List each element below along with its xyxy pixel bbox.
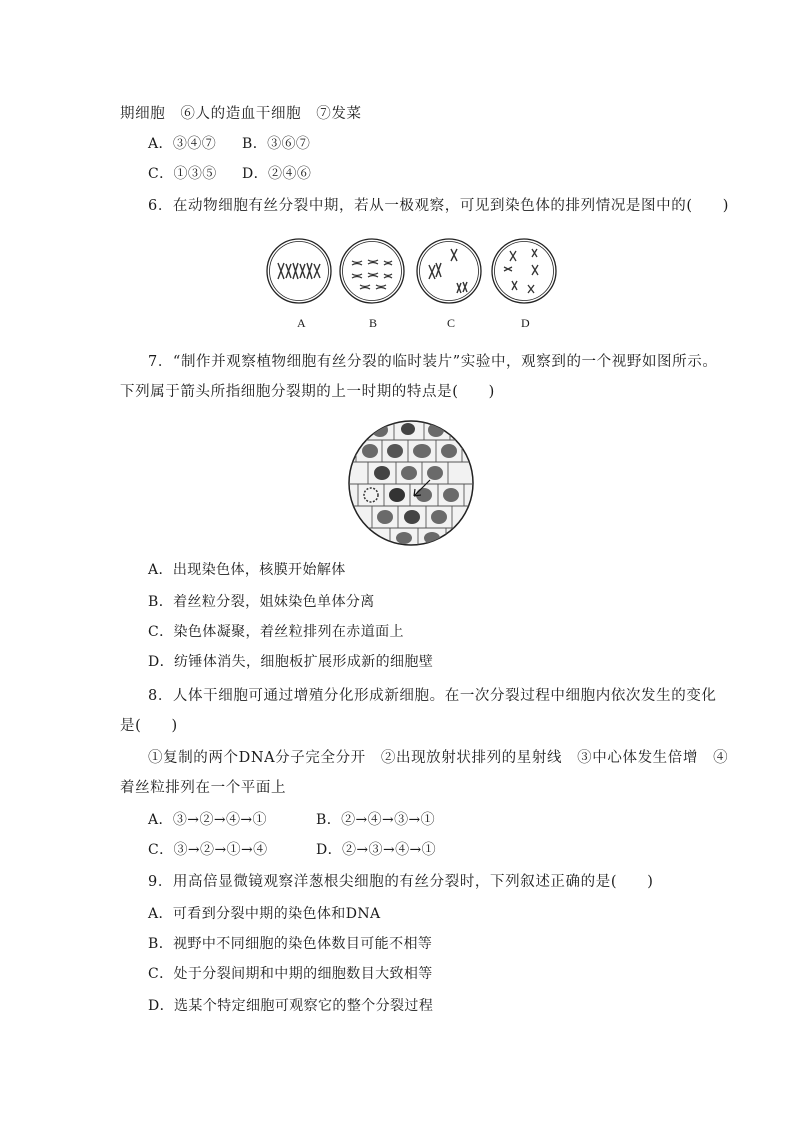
q5-option-a: A．③④⑦ <box>148 136 217 152</box>
q7-micrograph <box>346 418 476 548</box>
q6-figure-cell-c <box>417 239 481 303</box>
q8-option-d: D．②→③→④→① <box>316 842 437 858</box>
q6-stem: 6．在动物细胞有丝分裂中期，若从一极观察，可见到染色体的排列情况是图中的( ) <box>148 198 730 214</box>
q8-option-b: B．②→④→③→① <box>316 812 436 828</box>
q8-option-a: A．③→②→④→① <box>148 812 267 828</box>
q6-label-d: D <box>521 316 530 330</box>
q7-option-a: A．出现染色体，核膜开始解体 <box>148 562 346 578</box>
q9-option-a: A．可看到分裂中期的染色体和DNA <box>148 906 381 922</box>
q6-figure-cell-a <box>267 239 331 303</box>
q7-stem-line-1: 7．“制作并观察植物细胞有丝分裂的临时装片”实验中，观察到的一个视野如图所示。 <box>148 354 718 370</box>
q6-figure-cell-b <box>340 239 404 303</box>
q6-label-a: A <box>297 316 306 330</box>
q8-option-c: C．③→②→①→④ <box>148 842 268 858</box>
q9-stem: 9．用高倍显微镜观察洋葱根尖细胞的有丝分裂时，下列叙述正确的是( ) <box>148 874 654 890</box>
q7-option-d: D．纺锤体消失，细胞板扩展形成新的细胞壁 <box>148 654 434 670</box>
q6-label-c: C <box>447 316 456 330</box>
q8-items-line-2: 着丝粒排列在一个平面上 <box>120 780 287 796</box>
q8-stem-line-2: 是( ) <box>120 718 178 734</box>
q5-option-b: B．③⑥⑦ <box>242 136 311 152</box>
q9-option-c: C．处于分裂间期和中期的细胞数目大致相等 <box>148 966 433 982</box>
q6-label-b: B <box>369 316 378 330</box>
q5-option-c: C．①③⑤ <box>148 166 217 182</box>
q5-option-d: D．②④⑥ <box>242 166 312 182</box>
q5-continuation: 期细胞 ⑥人的造血干细胞 ⑦发菜 <box>120 106 362 122</box>
q9-option-b: B．视野中不同细胞的染色体数目可能不相等 <box>148 936 433 952</box>
q7-option-c: C．染色体凝聚，着丝粒排列在赤道面上 <box>148 624 404 640</box>
q9-option-d: D．选某个特定细胞可观察它的整个分裂过程 <box>148 998 434 1014</box>
q6-figure-cell-d <box>492 239 556 303</box>
q6-figure <box>262 238 562 318</box>
q7-option-b: B．着丝粒分裂，姐妹染色单体分离 <box>148 594 375 610</box>
q8-items-line-1: ①复制的两个DNA分子完全分开 ②出现放射状排列的星射线 ③中心体发生倍增 ④ <box>148 750 729 766</box>
q7-stem-line-2: 下列属于箭头所指细胞分裂期的上一时期的特点是( ) <box>120 384 495 400</box>
q8-stem-line-1: 8．人体干细胞可通过增殖分化形成新细胞。在一次分裂过程中细胞内依次发生的变化 <box>148 688 717 704</box>
